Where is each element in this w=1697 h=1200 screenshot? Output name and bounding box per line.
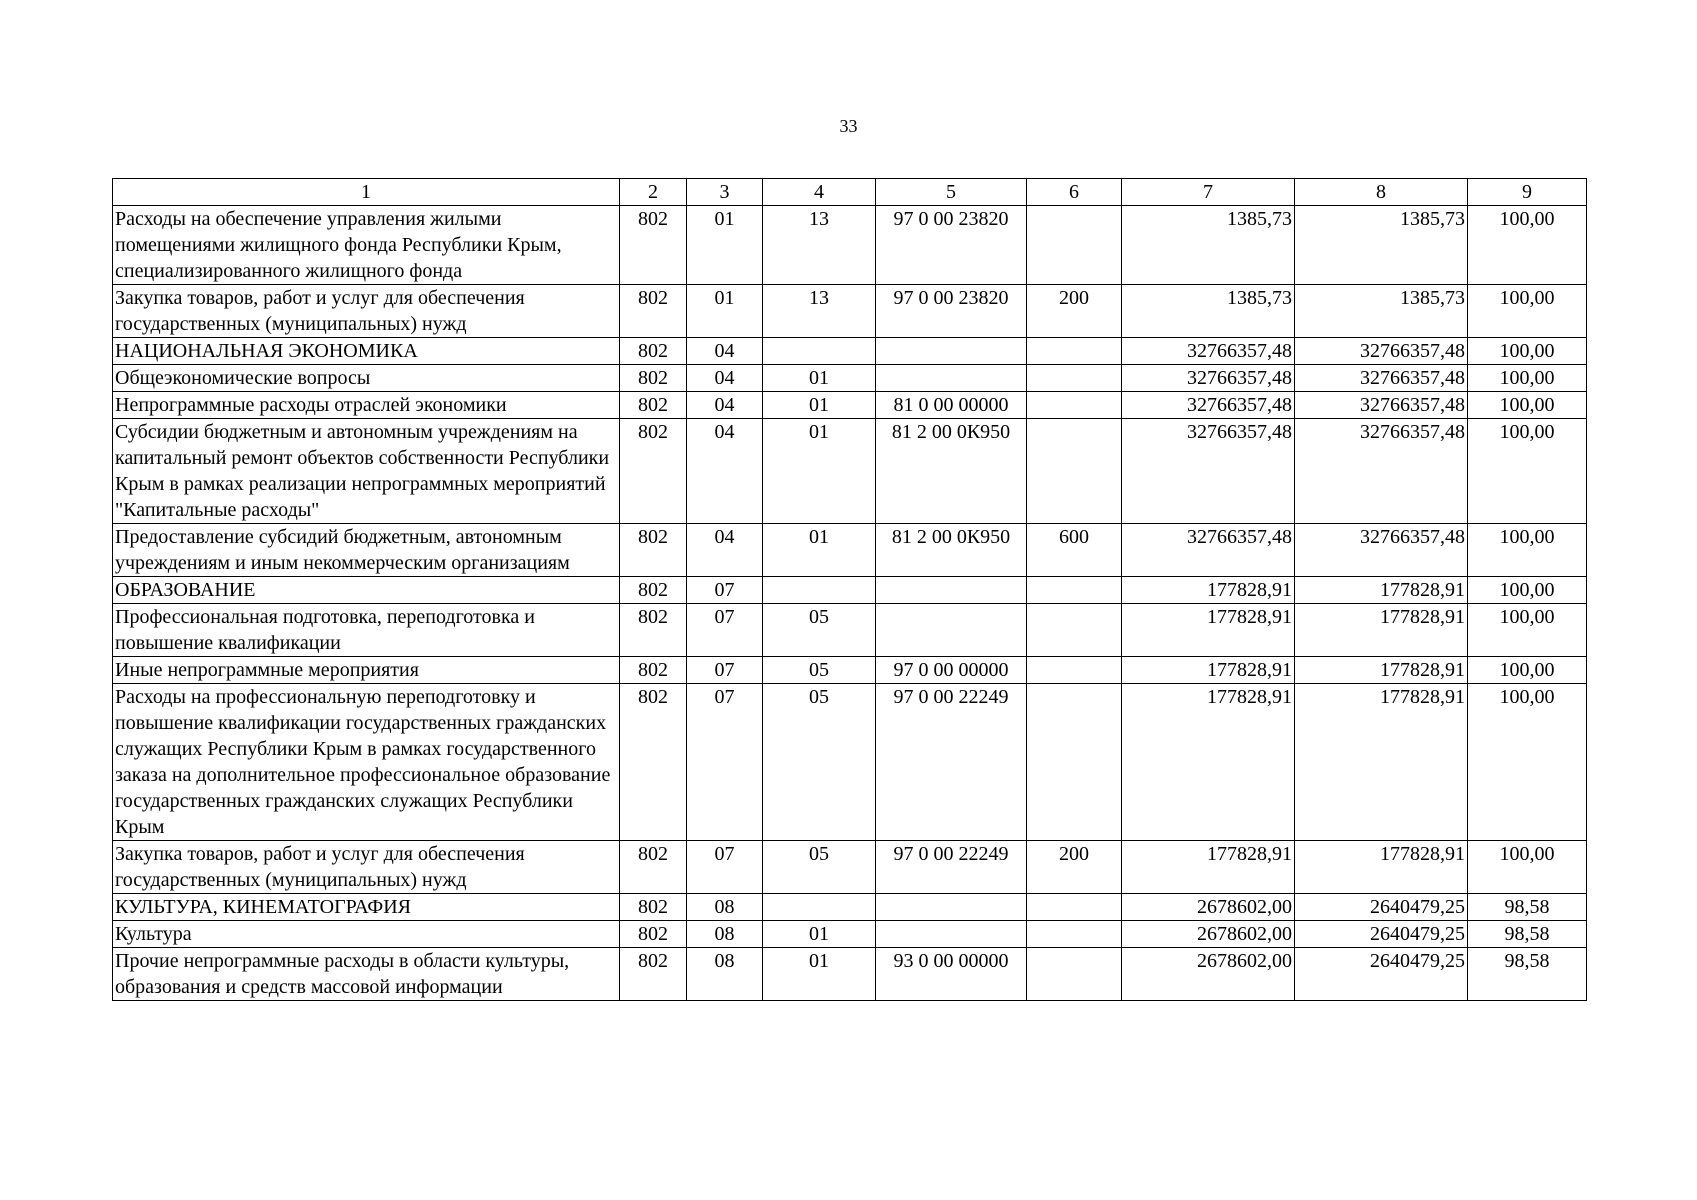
ministry-code-cell: 802 xyxy=(620,338,687,365)
target-item-cell: 93 0 00 00000 xyxy=(876,948,1027,1001)
ministry-code-cell: 802 xyxy=(620,604,687,657)
expense-type-cell xyxy=(1027,894,1122,921)
subsection-cell xyxy=(763,338,876,365)
planned-amount-cell: 177828,91 xyxy=(1122,604,1295,657)
subsection-cell: 01 xyxy=(763,365,876,392)
header-cell: 8 xyxy=(1295,179,1468,206)
actual-amount-cell: 177828,91 xyxy=(1295,657,1468,684)
section-cell: 07 xyxy=(687,841,763,894)
section-cell: 08 xyxy=(687,894,763,921)
actual-amount-cell: 32766357,48 xyxy=(1295,392,1468,419)
ministry-code-cell: 802 xyxy=(620,419,687,524)
expense-type-cell xyxy=(1027,684,1122,841)
target-item-cell: 81 2 00 0К950 xyxy=(876,419,1027,524)
subsection-cell: 13 xyxy=(763,206,876,285)
item-name-cell: Расходы на профессиональную переподготовку и повышение квалификации государственных гражданских служащих Республики Крым в рамках государственного заказа на дополнительное профессиональное образование государственных гражданских служащих Республики Крым xyxy=(113,684,620,841)
ministry-code-cell: 802 xyxy=(620,657,687,684)
actual-amount-cell: 177828,91 xyxy=(1295,841,1468,894)
ministry-code-cell: 802 xyxy=(620,524,687,577)
section-cell: 07 xyxy=(687,604,763,657)
item-name-cell: Расходы на обеспечение управления жилыми помещениями жилищного фонда Республики Крым, специализированного жилищного фонда xyxy=(113,206,620,285)
actual-amount-cell: 2640479,25 xyxy=(1295,894,1468,921)
item-name-cell: Иные непрограммные мероприятия xyxy=(113,657,620,684)
target-item-cell: 97 0 00 23820 xyxy=(876,206,1027,285)
expense-type-cell xyxy=(1027,206,1122,285)
section-cell: 04 xyxy=(687,419,763,524)
target-item-cell xyxy=(876,338,1027,365)
table-body xyxy=(113,179,1587,1001)
actual-amount-cell: 32766357,48 xyxy=(1295,365,1468,392)
planned-amount-cell: 32766357,48 xyxy=(1122,524,1295,577)
table-row xyxy=(113,894,1587,921)
header-cell: 1 xyxy=(113,179,620,206)
percent-cell: 100,00 xyxy=(1468,285,1587,338)
subsection-cell: 01 xyxy=(763,948,876,1001)
actual-amount-cell: 1385,73 xyxy=(1295,206,1468,285)
subsection-cell: 05 xyxy=(763,604,876,657)
planned-amount-cell: 32766357,48 xyxy=(1122,419,1295,524)
subsection-cell: 13 xyxy=(763,285,876,338)
section-cell: 04 xyxy=(687,338,763,365)
percent-cell: 100,00 xyxy=(1468,604,1587,657)
target-item-cell xyxy=(876,894,1027,921)
item-name-cell: Профессиональная подготовка, переподготовка и повышение квалификации xyxy=(113,604,620,657)
item-name-cell: ОБРАЗОВАНИЕ xyxy=(113,577,620,604)
planned-amount-cell: 1385,73 xyxy=(1122,285,1295,338)
expense-type-cell xyxy=(1027,392,1122,419)
table-row xyxy=(113,841,1587,894)
expense-type-cell: 200 xyxy=(1027,841,1122,894)
percent-cell: 100,00 xyxy=(1468,841,1587,894)
planned-amount-cell: 2678602,00 xyxy=(1122,948,1295,1001)
item-name-cell: Закупка товаров, работ и услуг для обеспечения государственных (муниципальных) нужд xyxy=(113,285,620,338)
ministry-code-cell: 802 xyxy=(620,577,687,604)
subsection-cell xyxy=(763,577,876,604)
actual-amount-cell: 2640479,25 xyxy=(1295,921,1468,948)
planned-amount-cell: 32766357,48 xyxy=(1122,365,1295,392)
planned-amount-cell: 2678602,00 xyxy=(1122,894,1295,921)
target-item-cell xyxy=(876,921,1027,948)
header-cell: 2 xyxy=(620,179,687,206)
section-cell: 04 xyxy=(687,365,763,392)
section-cell: 08 xyxy=(687,921,763,948)
percent-cell: 100,00 xyxy=(1468,392,1587,419)
ministry-code-cell: 802 xyxy=(620,684,687,841)
item-name-cell: Закупка товаров, работ и услуг для обеспечения государственных (муниципальных) нужд xyxy=(113,841,620,894)
item-name-cell: КУЛЬТУРА, КИНЕМАТОГРАФИЯ xyxy=(113,894,620,921)
expense-type-cell xyxy=(1027,921,1122,948)
item-name-cell: Субсидии бюджетным и автономным учреждениям на капитальный ремонт объектов собственности Республики Крым в рамках реализации непрограммных мероприятий "Капитальные расходы" xyxy=(113,419,620,524)
planned-amount-cell: 177828,91 xyxy=(1122,657,1295,684)
header-cell: 4 xyxy=(763,179,876,206)
header-cell: 3 xyxy=(687,179,763,206)
table-row xyxy=(113,948,1587,1001)
target-item-cell xyxy=(876,577,1027,604)
table-row xyxy=(113,604,1587,657)
header-cell: 9 xyxy=(1468,179,1587,206)
table-row xyxy=(113,684,1587,841)
table-row xyxy=(113,285,1587,338)
target-item-cell xyxy=(876,365,1027,392)
percent-cell: 98,58 xyxy=(1468,921,1587,948)
planned-amount-cell: 177828,91 xyxy=(1122,684,1295,841)
table-row xyxy=(113,524,1587,577)
ministry-code-cell: 802 xyxy=(620,841,687,894)
item-name-cell: Непрограммные расходы отраслей экономики xyxy=(113,392,620,419)
target-item-cell: 81 0 00 00000 xyxy=(876,392,1027,419)
section-cell: 07 xyxy=(687,577,763,604)
table-row xyxy=(113,577,1587,604)
percent-cell: 100,00 xyxy=(1468,657,1587,684)
subsection-cell: 01 xyxy=(763,392,876,419)
expense-type-cell: 600 xyxy=(1027,524,1122,577)
actual-amount-cell: 177828,91 xyxy=(1295,577,1468,604)
ministry-code-cell: 802 xyxy=(620,392,687,419)
planned-amount-cell: 32766357,48 xyxy=(1122,338,1295,365)
target-item-cell: 81 2 00 0К950 xyxy=(876,524,1027,577)
actual-amount-cell: 177828,91 xyxy=(1295,604,1468,657)
expense-type-cell xyxy=(1027,948,1122,1001)
subsection-cell: 01 xyxy=(763,419,876,524)
planned-amount-cell: 177828,91 xyxy=(1122,841,1295,894)
planned-amount-cell: 1385,73 xyxy=(1122,206,1295,285)
header-cell: 5 xyxy=(876,179,1027,206)
ministry-code-cell: 802 xyxy=(620,894,687,921)
item-name-cell: Предоставление субсидий бюджетным, автономным учреждениям и иным некоммерческим организациям xyxy=(113,524,620,577)
item-name-cell: Прочие непрограммные расходы в области культуры, образования и средств массовой информации xyxy=(113,948,620,1001)
percent-cell: 98,58 xyxy=(1468,948,1587,1001)
planned-amount-cell: 177828,91 xyxy=(1122,577,1295,604)
section-cell: 01 xyxy=(687,206,763,285)
header-row xyxy=(113,179,1587,206)
section-cell: 04 xyxy=(687,392,763,419)
header-cell: 6 xyxy=(1027,179,1122,206)
target-item-cell: 97 0 00 00000 xyxy=(876,657,1027,684)
actual-amount-cell: 32766357,48 xyxy=(1295,338,1468,365)
section-cell: 04 xyxy=(687,524,763,577)
actual-amount-cell: 2640479,25 xyxy=(1295,948,1468,1001)
subsection-cell: 05 xyxy=(763,841,876,894)
expense-type-cell xyxy=(1027,577,1122,604)
header-cell: 7 xyxy=(1122,179,1295,206)
page-number: 33 xyxy=(839,116,858,136)
expense-type-cell xyxy=(1027,338,1122,365)
ministry-code-cell: 802 xyxy=(620,921,687,948)
item-name-cell: Культура xyxy=(113,921,620,948)
section-cell: 07 xyxy=(687,684,763,841)
actual-amount-cell: 177828,91 xyxy=(1295,684,1468,841)
subsection-cell: 01 xyxy=(763,921,876,948)
item-name-cell: Общеэкономические вопросы xyxy=(113,365,620,392)
target-item-cell: 97 0 00 23820 xyxy=(876,285,1027,338)
planned-amount-cell: 2678602,00 xyxy=(1122,921,1295,948)
percent-cell: 100,00 xyxy=(1468,206,1587,285)
expense-type-cell xyxy=(1027,657,1122,684)
expense-type-cell xyxy=(1027,604,1122,657)
table-row xyxy=(113,365,1587,392)
actual-amount-cell: 32766357,48 xyxy=(1295,419,1468,524)
ministry-code-cell: 802 xyxy=(620,206,687,285)
table-row xyxy=(113,338,1587,365)
expense-type-cell xyxy=(1027,365,1122,392)
ministry-code-cell: 802 xyxy=(620,365,687,392)
subsection-cell: 01 xyxy=(763,524,876,577)
section-cell: 01 xyxy=(687,285,763,338)
percent-cell: 98,58 xyxy=(1468,894,1587,921)
percent-cell: 100,00 xyxy=(1468,524,1587,577)
subsection-cell: 05 xyxy=(763,657,876,684)
percent-cell: 100,00 xyxy=(1468,684,1587,841)
section-cell: 08 xyxy=(687,948,763,1001)
table-row xyxy=(113,392,1587,419)
actual-amount-cell: 1385,73 xyxy=(1295,285,1468,338)
expense-type-cell xyxy=(1027,419,1122,524)
target-item-cell xyxy=(876,604,1027,657)
ministry-code-cell: 802 xyxy=(620,948,687,1001)
percent-cell: 100,00 xyxy=(1468,577,1587,604)
expense-type-cell: 200 xyxy=(1027,285,1122,338)
table-row xyxy=(113,921,1587,948)
actual-amount-cell: 32766357,48 xyxy=(1295,524,1468,577)
budget-table xyxy=(112,178,1587,1001)
subsection-cell xyxy=(763,894,876,921)
subsection-cell: 05 xyxy=(763,684,876,841)
table-row xyxy=(113,657,1587,684)
table-row xyxy=(113,206,1587,285)
target-item-cell: 97 0 00 22249 xyxy=(876,684,1027,841)
section-cell: 07 xyxy=(687,657,763,684)
percent-cell: 100,00 xyxy=(1468,419,1587,524)
planned-amount-cell: 32766357,48 xyxy=(1122,392,1295,419)
percent-cell: 100,00 xyxy=(1468,338,1587,365)
item-name-cell: НАЦИОНАЛЬНАЯ ЭКОНОМИКА xyxy=(113,338,620,365)
target-item-cell: 97 0 00 22249 xyxy=(876,841,1027,894)
table-row xyxy=(113,419,1587,524)
percent-cell: 100,00 xyxy=(1468,365,1587,392)
ministry-code-cell: 802 xyxy=(620,285,687,338)
